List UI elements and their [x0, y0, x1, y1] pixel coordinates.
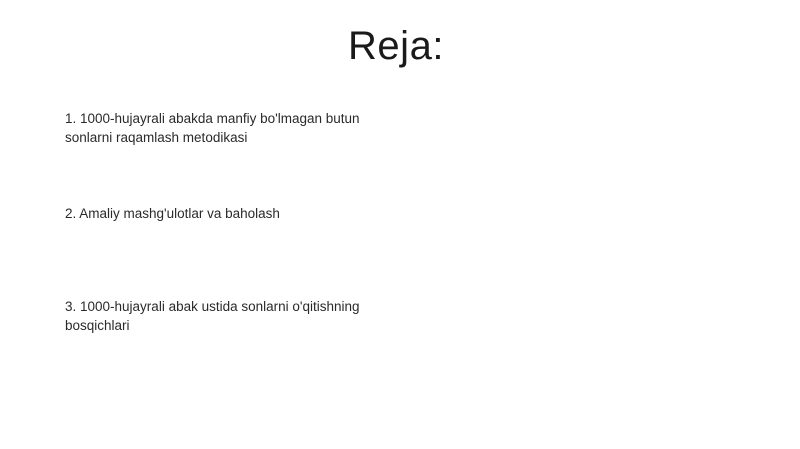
plan-item-3: 3. 1000-hujayrali abak ustida sonlarni o'qitishning bosqichlari	[65, 299, 360, 333]
plan-item-2: 2. Amaliy mashg'ulotlar va baholash	[65, 206, 280, 221]
plan-item-1: 1. 1000-hujayrali abakda manfiy bo'lmagan butun sonlarni raqamlash metodikasi	[65, 111, 360, 145]
slide-title: Reja:	[348, 24, 444, 68]
